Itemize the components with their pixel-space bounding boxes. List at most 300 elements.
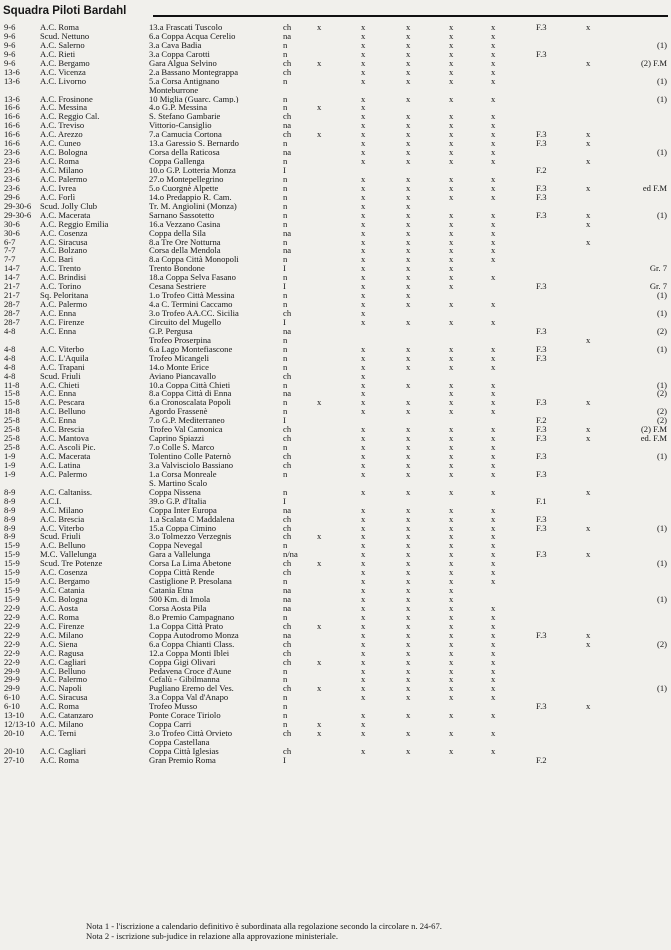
mark-col-2: x [361,57,366,68]
mark-col-6: x [586,629,591,640]
mark-col-4: x [449,173,454,184]
type-cell: ch [283,558,292,569]
date-cell: 15-9 [4,558,20,569]
mark-col-4: x [449,692,454,703]
race-cell: Corsa della Mendola [149,246,221,256]
formula-cell: F.3 [536,48,547,59]
table-row [0,229,671,238]
page-header [3,4,668,20]
mark-col-2: x [361,173,366,184]
date-cell: 1-9 [4,468,16,479]
race-cell: Vittorio-Cansiglio [149,121,212,131]
mark-col-4: x [449,57,454,68]
mark-col-4: x [449,218,454,229]
note-cell: (1) [656,39,667,50]
date-cell: 15-8 [4,397,20,408]
date-cell: 4-8 [4,370,16,381]
mark-col-2: x [361,710,366,721]
date-cell: 25-8 [4,433,20,444]
type-cell: n [283,200,288,211]
table-row [0,622,671,631]
note-cell: (1) [656,683,667,694]
race-cell: 3.a Coppa Val d'Anapo [149,693,229,703]
mark-col-6: x [586,129,591,140]
table-row [0,684,671,693]
note-cell: (1) [656,343,667,354]
date-cell: 16-6 [4,102,20,113]
organizer-cell: A.C. Cuneo [40,139,81,149]
mark-col-4: x [449,638,454,649]
type-cell: n [283,719,288,730]
organizer-cell: A.C. Siracusa [40,237,88,247]
table-row [0,121,671,130]
mark-col-4: x [449,728,454,739]
formula-cell: F.3 [536,451,547,461]
date-cell: 27-10 [4,754,25,765]
table-row [0,667,671,676]
date-cell: 6-10 [4,692,20,703]
organizer-cell: A.C. Napoli [40,684,82,694]
mark-col-3: x [406,638,411,649]
race-cell: Coppa Castellana [149,738,210,747]
mark-col-4: x [449,245,454,256]
mark-col-2: x [361,406,366,417]
mark-col-4: x [449,182,454,193]
formula-cell: F.3 [536,138,547,149]
type-cell: n [283,674,288,685]
type-cell: na [283,602,292,613]
date-cell: 23-6 [4,147,20,158]
date-cell: 23-6 [4,182,20,193]
mark-col-3: x [406,254,411,265]
mark-col-2: x [361,102,366,113]
date-cell: 22-9 [4,620,20,631]
date-cell: 25-8 [4,442,20,453]
formula-cell: F.3 [536,191,547,202]
race-cell: 3.a Coppa Carotti [149,49,210,59]
race-cell: Castiglione P. Presolana [149,577,232,587]
mark-col-2: x [361,451,366,461]
mark-col-1: x [317,719,322,730]
table-row [0,577,671,586]
date-cell: 22-9 [4,638,20,649]
formula-cell: F.3 [536,424,547,435]
date-cell: 13-6 [4,66,20,77]
mark-col-3: x [406,504,411,515]
date-cell: 29-9 [4,674,20,685]
type-cell: n [283,138,288,149]
mark-col-5: x [491,156,496,167]
mark-col-2: x [361,549,366,560]
mark-col-4: x [449,343,454,354]
mark-col-2: x [361,182,366,193]
mark-col-3: x [406,156,411,167]
type-cell: n [283,710,288,721]
type-cell: ch [283,129,292,140]
mark-col-5: x [491,30,496,41]
mark-col-2: x [361,361,366,372]
type-cell: n [283,468,288,479]
date-cell: 21-7 [4,281,20,292]
race-cell: 7.a Camucia Cortona [149,130,222,140]
race-cell: 6.a Coppa Chianti Class. [149,639,235,649]
table-row [0,711,671,720]
mark-col-4: x [449,647,454,658]
table-row [0,559,671,568]
mark-col-4: x [449,549,454,560]
table-row [0,372,671,381]
mark-col-2: x [361,558,366,569]
date-cell: 12/13-10 [4,719,36,730]
date-cell: 8-9 [4,495,16,506]
type-cell: n [283,540,288,551]
formula-cell: F.3 [536,182,547,193]
mark-col-2: x [361,352,366,363]
mark-col-3: x [406,57,411,68]
table-row [0,309,671,318]
race-cell: 8.a Coppa Città Monopoli [149,255,239,265]
race-cell: S. Martino Scalo [149,478,208,488]
organizer-cell: A.C. Palermo [40,675,88,685]
type-cell: I [283,281,286,292]
mark-col-4: x [449,710,454,721]
date-cell: 1-9 [4,459,16,470]
mark-col-3: x [406,173,411,184]
date-cell: 8-9 [4,513,16,524]
note-cell: (2) [656,638,667,649]
mark-col-2: x [361,138,366,149]
organizer-cell: A.C. Cosenza [40,228,88,238]
type-cell: n [283,48,288,59]
mark-col-5: x [491,531,496,542]
date-cell: 14-7 [4,272,20,283]
type-cell: n [283,191,288,202]
mark-col-3: x [406,227,411,238]
mark-col-3: x [406,433,411,444]
mark-col-4: x [449,147,454,158]
table-row [0,95,671,104]
table-row [0,479,671,488]
formula-cell: F.3 [536,343,547,354]
mark-col-2: x [361,209,366,220]
date-cell: 16-6 [4,129,20,140]
organizer-cell: A.C. Roma [40,612,79,622]
date-cell: 15-9 [4,594,20,604]
organizer-cell: A.C. Palermo [40,469,88,479]
date-cell: 30-6 [4,227,20,238]
mark-col-3: x [406,594,411,604]
mark-col-2: x [361,39,366,50]
date-cell: 8-9 [4,504,16,515]
type-cell: na [283,325,292,336]
organizer-cell: A.C. Frosinone [40,94,93,104]
note-cell: Gr. 7 [649,281,667,292]
date-cell: 23-6 [4,165,20,175]
table-row [0,416,671,425]
table-row [0,220,671,229]
mark-col-5: x [491,209,496,220]
mark-col-1: x [317,558,322,569]
mark-col-4: x [449,263,454,274]
mark-col-2: x [361,75,366,86]
mark-col-2: x [361,585,366,596]
organizer-cell: A.C. Mantova [40,434,89,444]
race-cell: 8.a Tre Ore Notturna [149,237,221,247]
mark-col-4: x [449,442,454,453]
mark-col-5: x [491,299,496,310]
mark-col-6: x [586,549,591,560]
type-cell: I [283,316,286,327]
type-cell: ch [283,370,292,381]
note-cell: (1) [656,379,667,390]
note-cell: (1) [656,290,667,301]
type-cell: na [283,227,292,238]
type-cell: n [283,290,288,301]
race-cell: 18.a Coppa Selva Fasano [149,273,236,283]
table-row [0,461,671,470]
mark-col-2: x [361,93,366,104]
date-cell: 15-9 [4,567,20,578]
date-cell: 22-9 [4,647,20,658]
table-row [0,425,671,434]
mark-col-4: x [449,576,454,587]
mark-col-3: x [406,129,411,140]
organizer-cell: A.C. Caltaniss. [40,487,93,497]
mark-col-2: x [361,156,366,167]
mark-col-4: x [449,665,454,676]
race-cell: 14.o Predappio R. Cam. [149,192,232,202]
mark-col-4: x [449,513,454,524]
race-cell: 27.o Montepellegrino [149,174,224,184]
type-cell: ch [283,111,292,122]
organizer-cell: A.C. Viterbo [40,344,84,354]
race-cell: 5.a Corsa Antignano [149,76,220,86]
type-cell: ch [283,308,292,318]
table-row [0,595,671,604]
type-cell: n [283,218,288,229]
mark-col-4: x [449,406,454,417]
race-cell: G.P. Pergusa [149,326,193,336]
mark-col-3: x [406,451,411,461]
table-row [0,273,671,282]
mark-col-3: x [406,406,411,417]
race-cell: 15.a Coppa Cimino [149,523,217,533]
date-cell: 23-6 [4,173,20,184]
table-row [0,532,671,541]
type-cell: ch [283,567,292,578]
race-cell: 500 Km. di Imola [149,595,211,604]
mark-col-4: x [449,111,454,122]
mark-col-3: x [406,182,411,193]
formula-cell: F.3 [536,325,547,336]
organizer-cell: A.C. Firenze [40,621,85,631]
table-row [0,720,671,729]
mark-col-3: x [406,343,411,354]
mark-col-1: x [317,129,322,140]
organizer-cell: A.C. L'Aquila [40,353,89,363]
race-cell: Coppa della Sila [149,228,206,238]
table-row [0,568,671,577]
mark-col-4: x [449,236,454,247]
race-cell: Trento Bondone [149,264,205,274]
date-cell: 28-7 [4,308,20,318]
mark-col-6: x [586,57,591,68]
note-cell: (1) [656,308,667,318]
type-cell: n [283,156,288,167]
mark-col-2: x [361,218,366,229]
table-row [0,515,671,524]
mark-col-2: x [361,245,366,256]
organizer-cell: A.C. Brindisi [40,273,87,283]
mark-col-5: x [491,236,496,247]
note-cell: (1) [656,93,667,104]
mark-col-3: x [406,683,411,694]
table-row [0,41,671,50]
mark-col-6: x [586,138,591,149]
table-row [0,50,671,59]
mark-col-1: x [317,102,322,113]
race-cell: Trofeo Micangeli [149,353,210,363]
race-cell: 8.o Premio Campagnano [149,612,235,622]
organizer-cell: A.C. Enna [40,326,77,336]
type-cell: n [283,209,288,220]
table-row [0,488,671,497]
table-row [0,86,671,95]
race-cell: 4.o G.P. Messina [149,103,208,113]
table-row [0,59,671,68]
race-cell: Coppa Gallenga [149,157,205,167]
organizer-cell: A.C. Cagliari [40,746,87,756]
header-rule [153,15,668,17]
mark-col-2: x [361,638,366,649]
mark-col-2: x [361,620,366,631]
table-row [0,497,671,506]
table-row [0,148,671,157]
race-cell: Coppa Città Rende [149,568,215,578]
mark-col-4: x [449,459,454,470]
organizer-cell: A.C. Arezzo [40,130,83,140]
organizer-cell: Scud. Nettuno [40,31,90,41]
mark-col-5: x [491,397,496,408]
mark-col-2: x [361,120,366,131]
formula-cell: F.3 [536,433,547,444]
type-cell: ch [283,522,292,533]
mark-col-3: x [406,236,411,247]
mark-col-6: x [586,182,591,193]
mark-col-2: x [361,316,366,327]
mark-col-5: x [491,57,496,68]
date-cell: 20-10 [4,728,25,739]
mark-col-5: x [491,567,496,578]
formula-cell: F.3 [536,397,547,408]
mark-col-3: x [406,629,411,640]
table-row [0,631,671,640]
calendar-table [0,23,671,765]
type-cell: n [283,692,288,703]
mark-col-3: x [406,602,411,613]
mark-col-4: x [449,745,454,756]
table-row [0,389,671,398]
organizer-cell: A.C. Milano [40,166,84,175]
mark-col-5: x [491,710,496,721]
table-row [0,363,671,372]
mark-col-2: x [361,370,366,381]
mark-col-6: x [586,209,591,220]
race-cell: 6.a Cronoscalata Popoli [149,398,231,408]
table-row [0,434,671,443]
table-row [0,586,671,595]
note-cell: (1) [656,209,667,220]
race-cell: Coppa Inter Europa [149,505,217,515]
mark-col-3: x [406,692,411,703]
footnote-1: Nota 1 - l'iscrizione a calendario definitivo è subordinata alla regolazione secondo la circolare n. 24-67. [86,921,442,931]
date-cell: 6-10 [4,701,20,712]
mark-col-4: x [449,602,454,613]
race-cell: 3.o Trofeo AA.CC. Sicilia [149,309,239,318]
mark-col-5: x [491,129,496,140]
type-cell: ch [283,728,292,739]
type-cell: I [283,754,286,765]
table-row [0,184,671,193]
mark-col-1: x [317,57,322,68]
mark-col-4: x [449,486,454,497]
mark-col-3: x [406,361,411,372]
type-cell: ch [283,459,292,470]
mark-col-3: x [406,316,411,327]
type-cell: n [283,486,288,497]
mark-col-2: x [361,147,366,158]
organizer-cell: Scud. Jolly Club [40,201,98,211]
mark-col-4: x [449,433,454,444]
mark-col-4: x [449,540,454,551]
table-row [0,211,671,220]
organizer-cell: A.C. Firenze [40,317,85,327]
organizer-cell: A.C. Catanzaro [40,711,94,721]
organizer-cell: A.C. Brescia [40,425,85,435]
organizer-cell: A.C. Forlì [40,192,76,202]
mark-col-2: x [361,263,366,274]
type-cell: ch [283,451,292,461]
race-cell: Corsa Aosta Pila [149,603,207,613]
mark-col-2: x [361,30,366,41]
race-cell: 4.a C. Termini Caccamo [149,300,233,310]
table-row [0,291,671,300]
mark-col-5: x [491,343,496,354]
type-cell: ch [283,22,292,32]
mark-col-3: x [406,93,411,104]
type-cell: na [283,629,292,640]
mark-col-2: x [361,522,366,533]
mark-col-6: x [586,156,591,167]
mark-col-5: x [491,406,496,417]
mark-col-5: x [491,147,496,158]
type-cell: I [283,263,286,274]
mark-col-2: x [361,129,366,140]
date-cell: 22-9 [4,602,20,613]
date-cell: 18-8 [4,406,20,417]
mark-col-3: x [406,620,411,631]
race-cell: Tolentino Colle Paternò [149,452,231,461]
mark-col-4: x [449,558,454,569]
date-cell: 8-9 [4,486,16,497]
mark-col-5: x [491,218,496,229]
type-cell: na [283,585,292,596]
table-row [0,336,671,345]
type-cell: n [283,272,288,283]
organizer-cell: M.C. Vallelunga [40,550,97,560]
mark-col-4: x [449,138,454,149]
mark-col-5: x [491,22,496,32]
